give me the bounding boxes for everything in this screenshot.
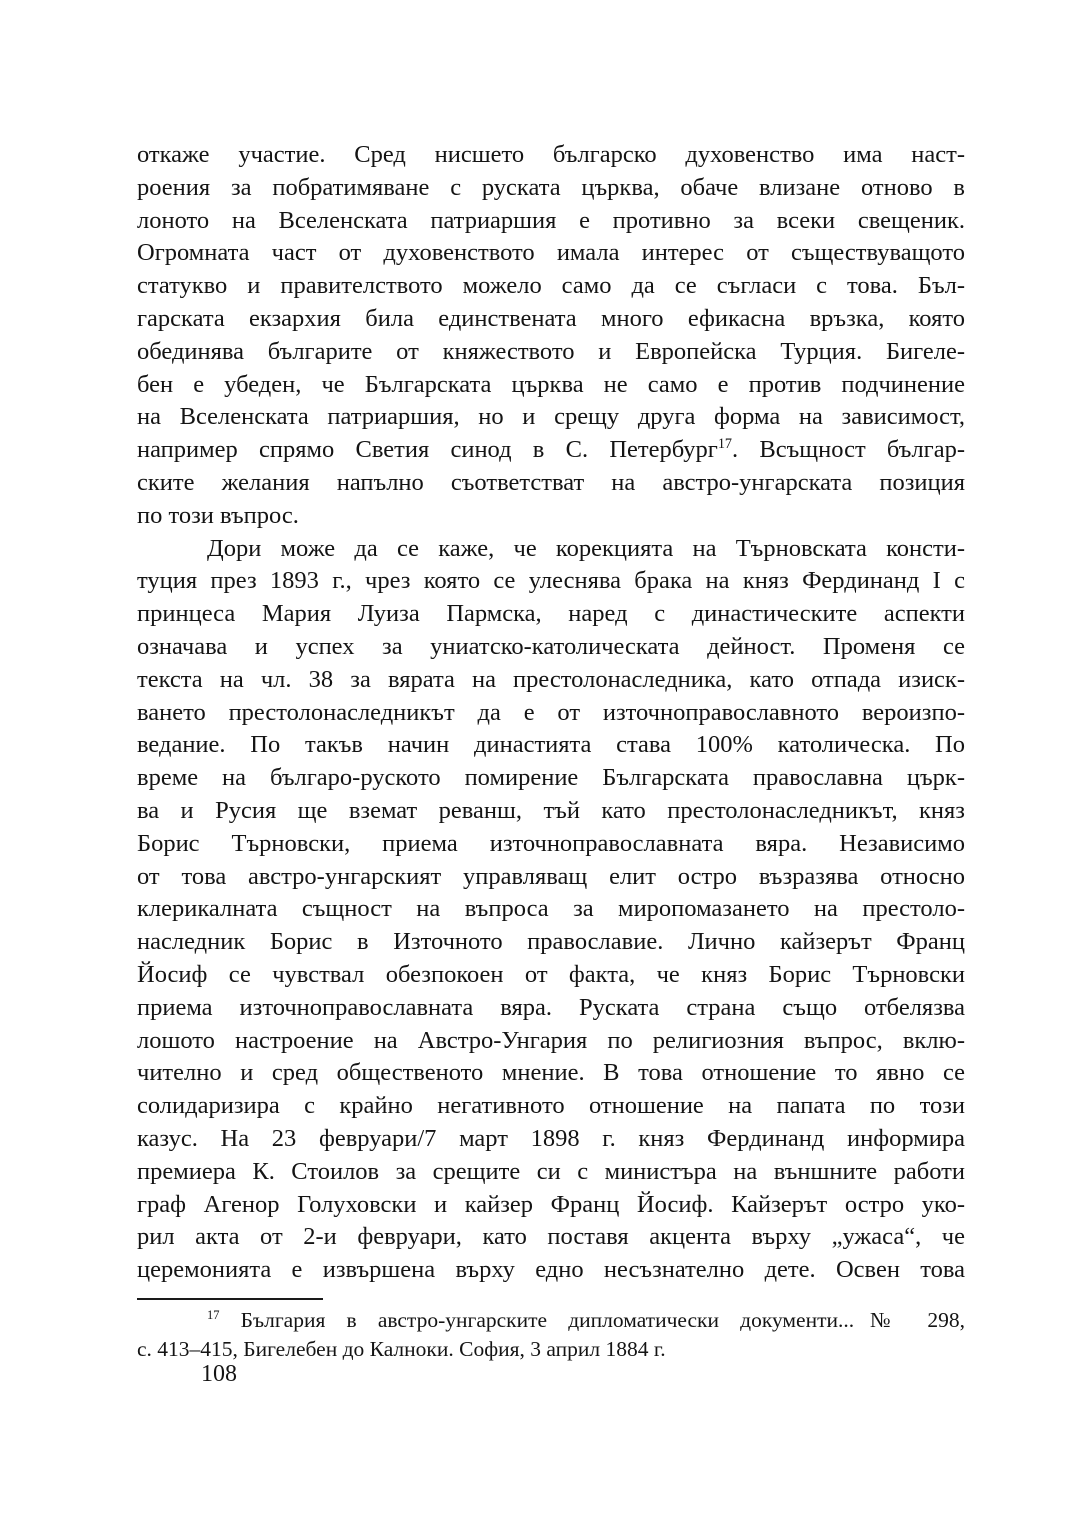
body-text-line xyxy=(137,959,965,992)
text-segment: текста на чл. 38 за вярата на престолонаследника, като отпада изиск- xyxy=(137,665,965,693)
text-segment: рил акта от 2-и февруари, като поставя акцента върху „ужаса“, че xyxy=(137,1223,965,1251)
body-text-line xyxy=(137,369,965,402)
text-segment: граф Агенор Голуховски и кайзер Франц Йосиф. Кайзерът остро уко- xyxy=(137,1190,965,1218)
body-text-line xyxy=(137,762,965,795)
body-text-line xyxy=(137,1254,965,1287)
text-segment: . Всъщност българ- xyxy=(732,436,966,464)
text-segment: ските желания напълно съответстват на австро-унгарската позиция xyxy=(137,468,965,496)
text-segment: наследник Борис в Източното православие. Лично кайзерът Франц xyxy=(137,928,965,956)
body-text-line xyxy=(137,172,965,205)
text-segment: откаже участие. Сред нисшето българско духовенство има наст- xyxy=(137,141,965,168)
text-segment: например спрямо Светия синод в С. Петербург xyxy=(137,436,718,464)
text-segment: приема източноправославната вяра. Руската страна също отбелязва xyxy=(137,993,965,1021)
text-segment: Дори може да се каже, че корекцията на Търновската консти- xyxy=(207,534,965,562)
body-text-line xyxy=(137,926,965,959)
footnote-separator xyxy=(137,1298,323,1300)
paragraph-1 xyxy=(137,139,965,533)
text-segment: чително и сред общественото мнение. В това отношение то явно се xyxy=(137,1059,965,1087)
body-text-line xyxy=(137,401,965,434)
body-text-line xyxy=(137,1090,965,1123)
text-segment: солидаризира с крайно негативното отношение на папата по този xyxy=(137,1092,965,1120)
text-segment: Йосиф се чувствал обезпокоен от факта, че княз Борис Търновски xyxy=(137,960,965,988)
paragraph-2 xyxy=(137,533,965,1287)
footnote-reference: 17 xyxy=(207,1307,220,1322)
text-segment: бен е убеден, че Българската църква не само е против подчинение xyxy=(137,370,965,398)
text-segment: лоното на Вселенската патриаршия е противно за всеки свещеник. xyxy=(137,206,965,234)
body-text-line xyxy=(137,270,965,303)
body-text-line xyxy=(137,795,965,828)
text-segment: ведание. По такъв начин династията става 100% католическа. По xyxy=(137,731,965,759)
body-text-line xyxy=(137,598,965,631)
page-number: 108 xyxy=(201,1361,237,1387)
text-segment: церемонията е извършена върху едно несъзнателно дете. Освен това xyxy=(137,1256,965,1284)
text-segment: принцеса Мария Луиза Пармска, наред с династическите аспекти xyxy=(137,600,965,628)
footnote-line xyxy=(137,1306,965,1335)
text-segment: гарската екзархия била единствената много ефикасна връзка, която xyxy=(137,304,965,332)
body-text-line xyxy=(137,729,965,762)
text-segment: обединява българите от княжеството и Европейска Турция. Бигеле- xyxy=(137,337,965,365)
text-segment: България в австро-унгарските дипломатически документи...№ 298, xyxy=(219,1308,965,1332)
body-text-line xyxy=(137,533,965,566)
footnote-reference: 17 xyxy=(717,436,733,453)
body-text-line xyxy=(137,303,965,336)
body-text-line xyxy=(137,697,965,730)
body-text-line xyxy=(137,1189,965,1222)
text-segment: роения за побратимяване с руската църква, обаче влизане отново в xyxy=(137,173,965,201)
body-text-line xyxy=(137,500,965,533)
text-segment: ването престолонаследникът да е от източноправославното вероизпо- xyxy=(137,698,965,726)
body-text-line xyxy=(137,467,965,500)
body-text-line xyxy=(137,1221,965,1254)
text-segment: казус. На 23 февруари/7 март 1898 г. княз Фердинанд информира xyxy=(137,1124,965,1152)
body-text-line xyxy=(137,237,965,270)
text-segment: по този въпрос. xyxy=(137,501,299,529)
text-segment: клерикалната същност на въпроса за миропомазането на престоло- xyxy=(137,895,965,923)
text-segment: статукво и правителството можело само да се съгласи с това. Бъл- xyxy=(137,272,965,300)
body-text-line xyxy=(137,205,965,238)
text-segment: означава и успех за униатско-католическата дейност. Променя се xyxy=(137,632,965,660)
body-text-line xyxy=(137,434,965,467)
text-segment: премиера К. Стоилов за срещите си с министъра на външните работи xyxy=(137,1157,965,1185)
body-text-line xyxy=(137,893,965,926)
text-segment: време на българо-руското помирение Българската православна църк- xyxy=(137,764,965,792)
body-text-line xyxy=(137,565,965,598)
text-segment: с. 413–415, Бигелебен до Калноки. София, 3 април 1884 г. xyxy=(137,1337,666,1361)
body-text-line xyxy=(137,1156,965,1189)
body-text-line xyxy=(137,336,965,369)
footnote-line xyxy=(137,1335,965,1364)
text-segment: Огромната част от духовенството имала интерес от съществуващото xyxy=(137,239,965,267)
text-segment: туция през 1893 г., чрез която се улеснява брака на княз Фердинанд I с xyxy=(137,567,965,595)
body-text xyxy=(137,139,965,1287)
body-text-line xyxy=(137,664,965,697)
text-segment: от това австро-унгарският управляващ елит остро възразява относно xyxy=(137,862,965,890)
body-text-line xyxy=(137,631,965,664)
body-text-line xyxy=(137,1123,965,1156)
text-segment: лошото настроение на Австро-Унгария по религиозния въпрос, вклю- xyxy=(137,1026,965,1054)
body-text-line xyxy=(137,1025,965,1058)
body-text-line xyxy=(137,828,965,861)
body-text-line xyxy=(137,992,965,1025)
footnote xyxy=(137,1306,965,1364)
text-segment: Борис Търновски, приема източноправославната вяра. Независимо xyxy=(137,829,965,857)
text-segment: ва и Русия ще вземат реванш, тъй като престолонаследникът, княз xyxy=(137,796,965,824)
body-text-line xyxy=(137,861,965,894)
body-text-line xyxy=(137,139,965,172)
body-text-line xyxy=(137,1057,965,1090)
text-segment: на Вселенската патриаршия, но и срещу друга форма на зависимост, xyxy=(137,403,965,431)
